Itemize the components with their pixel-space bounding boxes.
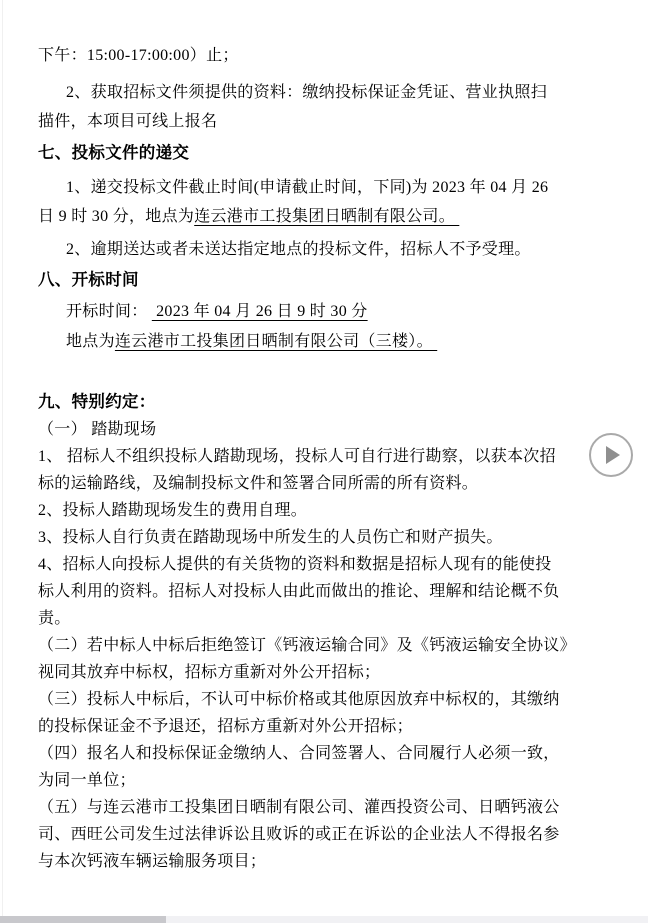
submit-deadline-line1: 1、递交投标文件截止时间(申请截止时间，下同)为 2023 年 04 月 26 — [66, 179, 549, 196]
section9-heading: 九、特别约定： — [38, 392, 156, 411]
submit-place-underlined: 连云港市工投集团日晒制有限公司。 — [194, 208, 460, 225]
clause5-line1: （五）与连云港市工投集团日晒制有限公司、灌西投资公司、日晒钙液公 — [38, 799, 560, 816]
survey-item1-line2: 标的运输路线，及编制投标文件和签署合同所需的所有资料。 — [38, 475, 479, 492]
open-time-line — [66, 298, 368, 325]
open-time-label: 开标时间： — [66, 303, 152, 320]
open-time-underlined: 2023 年 04 月 26 日 9 时 30 分 — [151, 303, 368, 320]
horizontal-scrollbar[interactable] — [0, 916, 648, 923]
clause2-line2: 视同其放弃中标权，招标方重新对外公开招标； — [38, 664, 381, 681]
page-edge-divider — [2, 0, 3, 923]
survey-item2-line: 2、投标人踏勘现场发生的费用自理。 — [38, 502, 308, 519]
clause5-line3: 与本次钙液车辆运输服务项目； — [38, 853, 267, 870]
next-page-button[interactable] — [589, 433, 633, 477]
survey-item4-line2: 标人利用的资料。招标人对投标人由此而做出的推论、理解和结论概不负 — [38, 583, 560, 600]
survey-item4-line3: 责。 — [38, 610, 71, 627]
section8-heading: 八、开标时间 — [38, 270, 139, 289]
section7-heading: 七、投标文件的递交 — [38, 143, 190, 162]
survey-item4-line1: 4、招标人向投标人提供的有关货物的资料和数据是招标人现有的能使投 — [38, 556, 552, 573]
site-survey-title: （一） 踏勘现场 — [38, 421, 157, 438]
clause3-line1: （三）投标人中标后，不认可中标价格或其他原因放弃中标权的，其缴纳 — [38, 691, 560, 708]
open-place-underlined: 连云港市工投集团日晒制有限公司（三楼）。 — [114, 333, 438, 350]
clause3-line2: 的投标保证金不予退还，招标方重新对外公开招标； — [38, 718, 413, 735]
overdue-line: 2、逾期送达或者未送达指定地点的投标文件，招标人不予受理。 — [66, 241, 531, 258]
submit-deadline-line2 — [38, 203, 459, 230]
obtain-docs-line1: 2、获取招标文件须提供的资料：缴纳投标保证金凭证、营业执照扫 — [66, 84, 548, 101]
survey-item3-line: 3、投标人自行负责在踏勘现场中所发生的人员伤亡和财产损失。 — [38, 529, 503, 546]
clause4-line2: 为同一单位； — [38, 772, 136, 789]
open-place-prefix: 地点为 — [66, 333, 115, 350]
play-right-icon — [606, 446, 620, 464]
clause5-line2: 司、西旺公司发生过法律诉讼且败诉的或正在诉讼的企业法人不得报名参 — [38, 826, 560, 843]
survey-item1-line1: 1、 招标人不组织投标人踏勘现场，投标人可自行进行勘察，以获本次招 — [38, 448, 556, 465]
scrollbar-thumb[interactable] — [0, 916, 166, 923]
deadline-tail-line: 下午：15:00-17:00:00）止； — [38, 47, 239, 64]
open-place-line — [66, 328, 437, 355]
submit-place-prefix: 日 9 时 30 分，地点为 — [38, 208, 195, 225]
clause4-line1: （四）报名人和投标保证金缴纳人、合同签署人、合同履行人必须一致， — [38, 745, 560, 762]
clause2-line1: （二）若中标人中标后拒绝签订《钙液运输合同》及《钙液运输安全协议》 — [38, 637, 576, 654]
obtain-docs-line2: 描件，本项目可线上报名 — [38, 113, 218, 130]
